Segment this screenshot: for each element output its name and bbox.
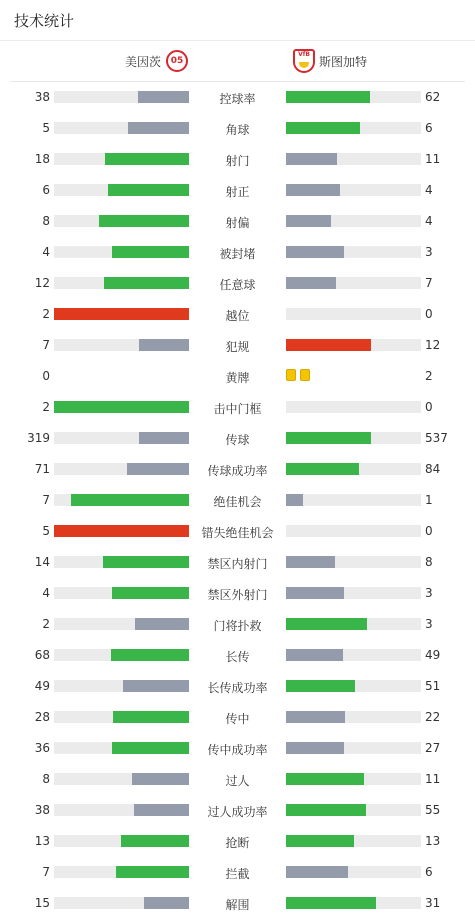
home-value: 18 bbox=[34, 152, 50, 166]
away-value: 51 bbox=[425, 679, 441, 693]
away-bar-fill bbox=[286, 494, 303, 506]
stat-row bbox=[0, 237, 475, 268]
stat-label: 禁区外射门 bbox=[207, 588, 268, 602]
home-bar-fill bbox=[108, 184, 189, 196]
home-bar-fill bbox=[116, 866, 189, 878]
away-value: 62 bbox=[425, 90, 441, 104]
stat-row bbox=[0, 826, 475, 857]
stat-row bbox=[0, 640, 475, 671]
away-bar-track bbox=[286, 401, 421, 413]
stat-row bbox=[0, 547, 475, 578]
home-value: 319 bbox=[27, 431, 50, 445]
away-value: 11 bbox=[425, 772, 441, 786]
home-bar-track bbox=[54, 835, 189, 847]
home-value: 14 bbox=[34, 555, 50, 569]
home-bar-track bbox=[54, 122, 189, 134]
home-bar-track bbox=[54, 494, 189, 506]
stat-row bbox=[0, 144, 475, 175]
stat-row bbox=[0, 857, 475, 888]
stat-label: 击中门框 bbox=[213, 402, 262, 416]
stat-row bbox=[0, 82, 475, 113]
home-bar-track bbox=[54, 587, 189, 599]
stat-row bbox=[0, 764, 475, 795]
away-bar-track bbox=[286, 711, 421, 723]
home-value: 6 bbox=[42, 183, 50, 197]
home-value: 2 bbox=[42, 307, 50, 321]
away-bar-track bbox=[286, 277, 421, 289]
home-bar-track bbox=[54, 339, 189, 351]
stat-label: 射正 bbox=[225, 185, 250, 199]
away-value: 49 bbox=[425, 648, 441, 662]
home-bar-fill bbox=[127, 463, 189, 475]
mainz-badge-icon bbox=[166, 50, 188, 72]
away-bar-fill bbox=[286, 835, 354, 847]
home-value: 2 bbox=[42, 617, 50, 631]
home-bar-track bbox=[54, 215, 189, 227]
away-bar-track bbox=[286, 91, 421, 103]
home-bar-fill bbox=[112, 246, 189, 258]
away-value: 11 bbox=[425, 152, 441, 166]
home-badge-text: 05 bbox=[170, 55, 184, 66]
stat-row bbox=[0, 206, 475, 237]
stat-label: 犯规 bbox=[225, 340, 250, 354]
away-bar-track bbox=[286, 804, 421, 816]
home-bar-fill bbox=[135, 618, 189, 630]
home-value: 7 bbox=[42, 338, 50, 352]
stats-header bbox=[0, 0, 475, 41]
stat-label: 解围 bbox=[225, 898, 250, 912]
away-bar-track bbox=[286, 680, 421, 692]
home-team[interactable] bbox=[125, 41, 188, 81]
home-bar-fill bbox=[144, 897, 189, 909]
away-bar-track bbox=[286, 618, 421, 630]
away-bar-fill bbox=[286, 897, 376, 909]
stat-label: 过人成功率 bbox=[207, 805, 268, 819]
away-bar-track bbox=[286, 866, 421, 878]
stat-row bbox=[0, 361, 475, 392]
away-bar-fill bbox=[286, 804, 366, 816]
away-bar-track bbox=[286, 308, 421, 320]
home-bar-fill bbox=[71, 494, 189, 506]
stat-label: 传中成功率 bbox=[207, 743, 268, 757]
stat-row bbox=[0, 609, 475, 640]
stuttgart-badge-icon bbox=[293, 49, 315, 73]
stat-label: 被封堵 bbox=[219, 247, 256, 261]
home-bar-track bbox=[54, 680, 189, 692]
away-bar-fill bbox=[286, 618, 367, 630]
stat-row bbox=[0, 485, 475, 516]
home-value: 49 bbox=[34, 679, 50, 693]
stat-label: 任意球 bbox=[219, 278, 256, 292]
away-value: 0 bbox=[425, 524, 433, 538]
home-bar-track bbox=[54, 184, 189, 196]
away-bar-fill bbox=[286, 122, 360, 134]
home-bar-track bbox=[54, 277, 189, 289]
away-bar-track bbox=[286, 649, 421, 661]
away-value: 1 bbox=[425, 493, 433, 507]
stat-row bbox=[0, 423, 475, 454]
stat-row bbox=[0, 733, 475, 764]
stat-row bbox=[0, 795, 475, 826]
away-bar-fill bbox=[286, 153, 337, 165]
home-value: 71 bbox=[34, 462, 50, 476]
home-bar-track bbox=[54, 308, 189, 320]
stat-label: 过人 bbox=[225, 774, 250, 788]
away-value: 31 bbox=[425, 896, 441, 910]
away-bar-fill bbox=[286, 432, 371, 444]
stat-label: 禁区内射门 bbox=[207, 557, 268, 571]
home-value: 36 bbox=[34, 741, 50, 755]
away-bar-fill bbox=[286, 711, 345, 723]
away-bar-track bbox=[286, 153, 421, 165]
away-value: 12 bbox=[425, 338, 441, 352]
away-team-name: 斯图加特 bbox=[319, 54, 368, 69]
home-value: 2 bbox=[42, 400, 50, 414]
yellow-card-icon bbox=[300, 369, 310, 381]
stat-label: 射门 bbox=[225, 154, 250, 168]
stat-row bbox=[0, 299, 475, 330]
stats-list bbox=[0, 82, 475, 919]
home-bar-fill bbox=[123, 680, 189, 692]
home-value: 8 bbox=[42, 214, 50, 228]
home-bar-fill bbox=[54, 308, 189, 320]
page-title: 技术统计 bbox=[14, 11, 75, 30]
away-bar-track bbox=[286, 494, 421, 506]
home-bar-fill bbox=[139, 432, 189, 444]
teams-bar bbox=[10, 41, 465, 82]
away-bar-track bbox=[286, 835, 421, 847]
away-bar-track bbox=[286, 339, 421, 351]
stat-label: 传球成功率 bbox=[207, 464, 268, 478]
away-value: 2 bbox=[425, 369, 433, 383]
away-value: 4 bbox=[425, 183, 433, 197]
home-bar-fill bbox=[105, 153, 189, 165]
home-bar-fill bbox=[112, 742, 189, 754]
home-bar-track bbox=[54, 742, 189, 754]
home-value: 7 bbox=[42, 493, 50, 507]
away-bar-track bbox=[286, 587, 421, 599]
away-value: 3 bbox=[425, 586, 433, 600]
home-bar-fill bbox=[138, 91, 189, 103]
away-bar-track bbox=[286, 122, 421, 134]
away-bar-track bbox=[286, 773, 421, 785]
home-bar-track bbox=[54, 897, 189, 909]
home-bar-track bbox=[54, 463, 189, 475]
home-bar-fill bbox=[54, 525, 189, 537]
stat-label: 角球 bbox=[225, 123, 250, 137]
stat-label: 黄牌 bbox=[225, 371, 250, 385]
away-bar-fill bbox=[286, 680, 355, 692]
badge-antler-icon bbox=[299, 62, 309, 68]
home-value: 12 bbox=[34, 276, 50, 290]
away-bar-fill bbox=[286, 184, 340, 196]
away-value: 27 bbox=[425, 741, 441, 755]
away-bar-track bbox=[286, 525, 421, 537]
home-value: 0 bbox=[42, 369, 50, 383]
home-value: 5 bbox=[42, 121, 50, 135]
stat-label: 错失绝佳机会 bbox=[201, 526, 274, 540]
home-team-name: 美因茨 bbox=[125, 54, 162, 69]
away-value: 3 bbox=[425, 245, 433, 259]
home-value: 28 bbox=[34, 710, 50, 724]
away-value: 0 bbox=[425, 400, 433, 414]
away-bar-fill bbox=[286, 587, 344, 599]
home-bar-track bbox=[54, 556, 189, 568]
away-yellow-cards bbox=[286, 369, 310, 381]
stat-row bbox=[0, 702, 475, 733]
home-value: 15 bbox=[34, 896, 50, 910]
home-bar-track bbox=[54, 866, 189, 878]
home-value: 7 bbox=[42, 865, 50, 879]
home-bar-track bbox=[54, 525, 189, 537]
stat-label: 拦截 bbox=[225, 867, 250, 881]
away-value: 6 bbox=[425, 865, 433, 879]
stat-row bbox=[0, 671, 475, 702]
away-bar-fill bbox=[286, 215, 331, 227]
away-bar-track bbox=[286, 897, 421, 909]
away-bar-fill bbox=[286, 339, 371, 351]
away-value: 4 bbox=[425, 214, 433, 228]
away-value: 0 bbox=[425, 307, 433, 321]
away-badge-text: VfB bbox=[298, 51, 310, 58]
home-value: 13 bbox=[34, 834, 50, 848]
yellow-card-icon bbox=[286, 369, 296, 381]
home-bar-track bbox=[54, 618, 189, 630]
away-bar-fill bbox=[286, 91, 370, 103]
away-team[interactable] bbox=[293, 41, 367, 81]
home-bar-track bbox=[54, 432, 189, 444]
home-value: 68 bbox=[34, 648, 50, 662]
stat-row bbox=[0, 113, 475, 144]
stat-label: 传球 bbox=[225, 433, 250, 447]
stat-row bbox=[0, 454, 475, 485]
away-bar-fill bbox=[286, 277, 336, 289]
away-bar-track bbox=[286, 215, 421, 227]
home-bar-fill bbox=[54, 401, 189, 413]
away-value: 22 bbox=[425, 710, 441, 724]
away-bar-fill bbox=[286, 649, 343, 661]
away-value: 8 bbox=[425, 555, 433, 569]
away-bar-fill bbox=[286, 246, 344, 258]
stat-row bbox=[0, 578, 475, 609]
away-bar-fill bbox=[286, 556, 335, 568]
stat-label: 绝佳机会 bbox=[213, 495, 262, 509]
home-bar-track bbox=[54, 246, 189, 258]
away-value: 55 bbox=[425, 803, 441, 817]
home-bar-fill bbox=[113, 711, 189, 723]
away-value: 7 bbox=[425, 276, 433, 290]
home-value: 5 bbox=[42, 524, 50, 538]
away-bar-fill bbox=[286, 742, 344, 754]
home-value: 4 bbox=[42, 586, 50, 600]
away-value: 84 bbox=[425, 462, 441, 476]
home-bar-fill bbox=[103, 556, 189, 568]
stat-label: 长传 bbox=[225, 650, 250, 664]
away-bar-fill bbox=[286, 773, 364, 785]
away-bar-track bbox=[286, 463, 421, 475]
away-value: 3 bbox=[425, 617, 433, 631]
away-bar-track bbox=[286, 556, 421, 568]
away-bar-track bbox=[286, 432, 421, 444]
stat-label: 门将扑救 bbox=[213, 619, 262, 633]
home-bar-fill bbox=[99, 215, 189, 227]
stat-label: 抢断 bbox=[225, 836, 250, 850]
away-value: 6 bbox=[425, 121, 433, 135]
stat-row bbox=[0, 392, 475, 423]
stat-row bbox=[0, 516, 475, 547]
home-bar-track bbox=[54, 649, 189, 661]
home-bar-fill bbox=[112, 587, 189, 599]
away-bar-fill bbox=[286, 866, 348, 878]
home-value: 38 bbox=[34, 803, 50, 817]
away-bar-track bbox=[286, 184, 421, 196]
stat-row bbox=[0, 268, 475, 299]
home-bar-track bbox=[54, 401, 189, 413]
away-value: 537 bbox=[425, 431, 448, 445]
away-value: 13 bbox=[425, 834, 441, 848]
stat-label: 越位 bbox=[225, 309, 250, 323]
home-bar-track bbox=[54, 91, 189, 103]
home-bar-fill bbox=[139, 339, 189, 351]
home-bar-fill bbox=[111, 649, 189, 661]
home-bar-fill bbox=[104, 277, 189, 289]
home-bar-track bbox=[54, 804, 189, 816]
home-bar-track bbox=[54, 773, 189, 785]
away-bar-track bbox=[286, 742, 421, 754]
away-bar-track bbox=[286, 246, 421, 258]
stat-label: 长传成功率 bbox=[207, 681, 268, 695]
home-value: 8 bbox=[42, 772, 50, 786]
stat-row bbox=[0, 888, 475, 919]
home-bar-fill bbox=[121, 835, 189, 847]
stat-label: 射偏 bbox=[225, 216, 250, 230]
stat-row bbox=[0, 175, 475, 206]
away-bar-fill bbox=[286, 463, 359, 475]
home-bar-fill bbox=[134, 804, 189, 816]
home-bar-track bbox=[54, 711, 189, 723]
stat-row bbox=[0, 330, 475, 361]
home-value: 38 bbox=[34, 90, 50, 104]
home-value: 4 bbox=[42, 245, 50, 259]
home-bar-fill bbox=[128, 122, 189, 134]
home-bar-track bbox=[54, 153, 189, 165]
stat-label: 控球率 bbox=[219, 92, 256, 106]
stat-label: 传中 bbox=[225, 712, 250, 726]
home-bar-fill bbox=[132, 773, 189, 785]
